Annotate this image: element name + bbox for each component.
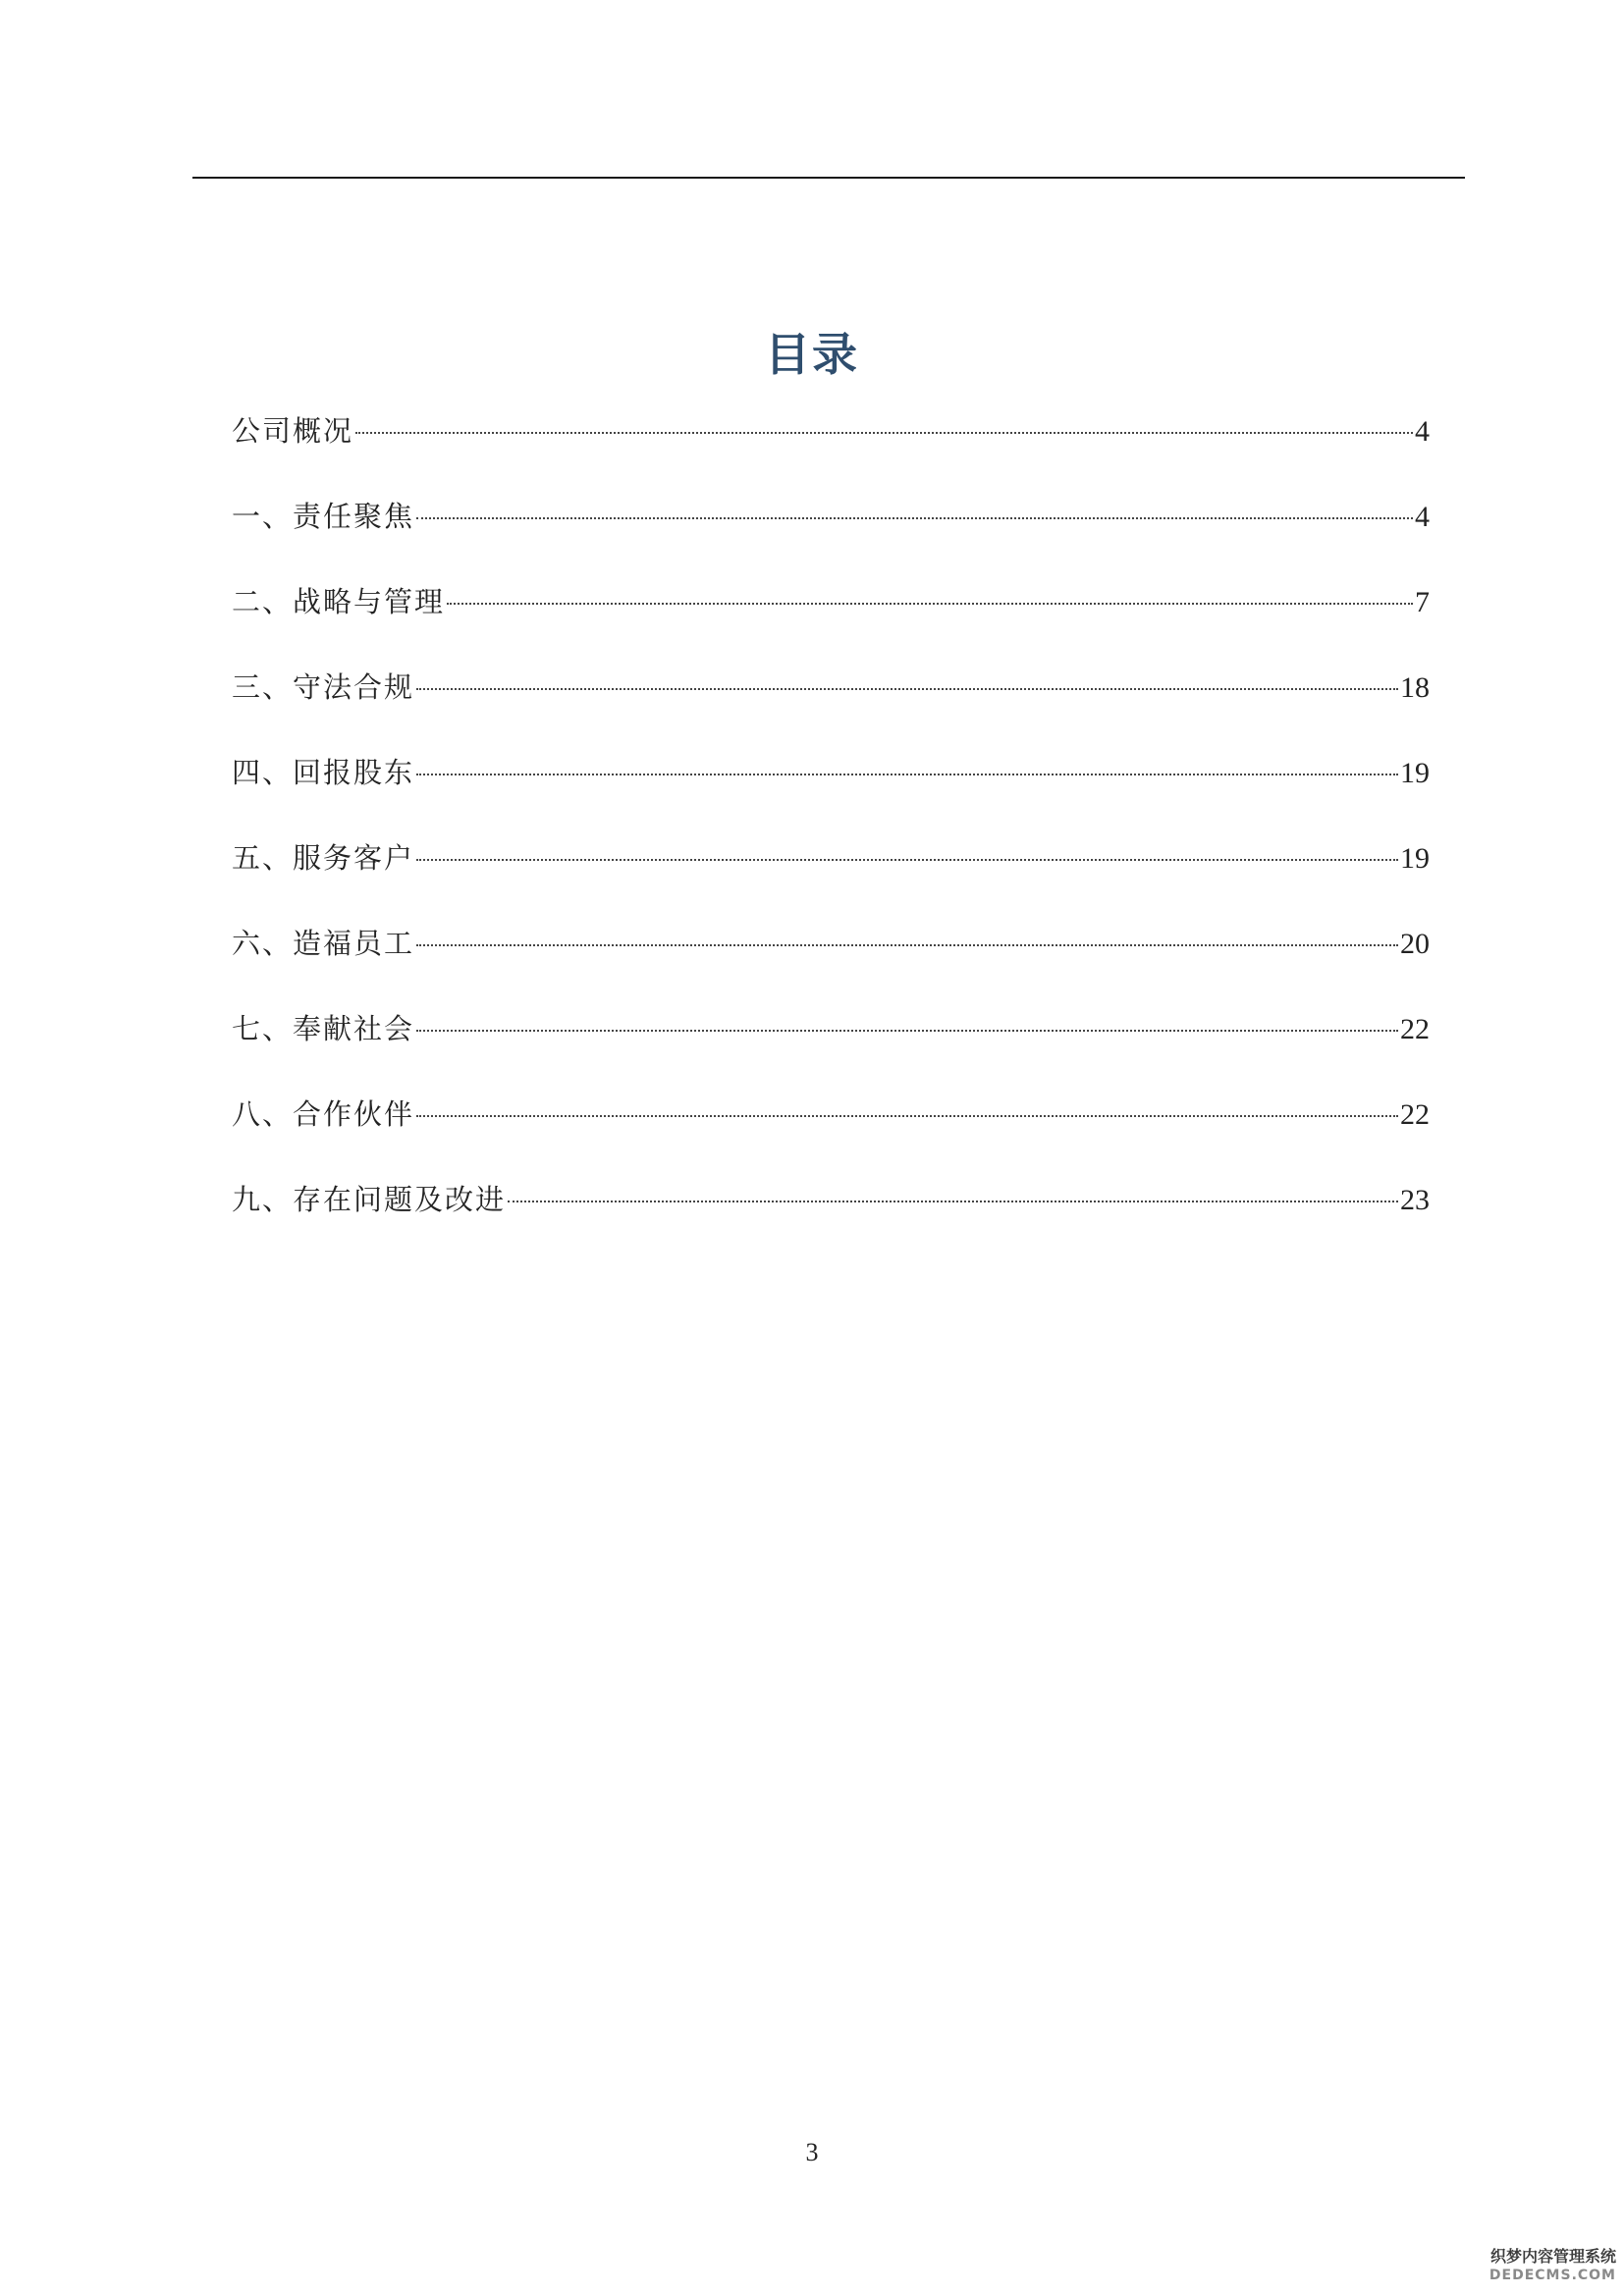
header-rule — [192, 177, 1465, 179]
toc-entry-label: 四、回报股东 — [232, 756, 415, 789]
toc-entry-label: 公司概况 — [232, 414, 354, 448]
toc-entry-page: 22 — [1400, 1098, 1430, 1131]
toc-entry-society[interactable] — [232, 1000, 1430, 1086]
toc-dot-leader — [416, 688, 1398, 690]
toc-entry-strategy-management[interactable] — [232, 573, 1430, 659]
toc-dot-leader — [508, 1201, 1398, 1202]
watermark-line1: 织梦内容管理系统 — [1489, 2247, 1616, 2266]
toc-dot-leader — [416, 944, 1398, 946]
page-number: 3 — [805, 2138, 819, 2166]
toc-entry-label: 六、造福员工 — [232, 927, 415, 960]
toc-entry-page: 23 — [1400, 1184, 1430, 1216]
toc-entry-employees[interactable] — [232, 915, 1430, 1000]
toc-entry-label: 八、合作伙伴 — [232, 1097, 415, 1131]
toc-entry-customers[interactable] — [232, 829, 1430, 915]
toc-list — [232, 402, 1430, 1256]
toc-entry-label: 一、责任聚焦 — [232, 500, 415, 533]
toc-entry-page: 19 — [1400, 842, 1430, 875]
watermark-line2: DEDECMS.COM — [1489, 2268, 1616, 2283]
toc-dot-leader — [416, 1115, 1398, 1117]
toc-entry-page: 22 — [1400, 1013, 1430, 1045]
toc-entry-page: 19 — [1400, 757, 1430, 789]
toc-entry-label: 七、奉献社会 — [232, 1012, 415, 1045]
toc-dot-leader — [416, 1030, 1398, 1032]
toc-entry-compliance[interactable] — [232, 659, 1430, 744]
toc-dot-leader — [416, 859, 1398, 861]
toc-entry-issues-improvements[interactable] — [232, 1171, 1430, 1256]
toc-title: 目录 — [765, 327, 859, 381]
toc-entry-label: 五、服务客户 — [232, 841, 415, 875]
toc-dot-leader — [355, 432, 1413, 434]
toc-entry-company-overview[interactable] — [232, 402, 1430, 488]
toc-entry-responsibility-focus[interactable] — [232, 488, 1430, 573]
toc-entry-label: 二、战略与管理 — [232, 585, 446, 618]
toc-dot-leader — [447, 603, 1413, 605]
toc-entry-shareholders[interactable] — [232, 744, 1430, 829]
toc-entry-page: 18 — [1400, 671, 1430, 704]
toc-entry-page: 7 — [1415, 586, 1430, 618]
toc-entry-label: 三、守法合规 — [232, 670, 415, 704]
watermark-logo — [1461, 2249, 1616, 2290]
toc-dot-leader — [416, 517, 1413, 519]
toc-entry-page: 4 — [1415, 501, 1430, 533]
toc-entry-label: 九、存在问题及改进 — [232, 1183, 507, 1216]
toc-entry-partners[interactable] — [232, 1086, 1430, 1171]
toc-entry-page: 20 — [1400, 928, 1430, 960]
toc-entry-page: 4 — [1415, 415, 1430, 448]
toc-dot-leader — [416, 774, 1398, 775]
